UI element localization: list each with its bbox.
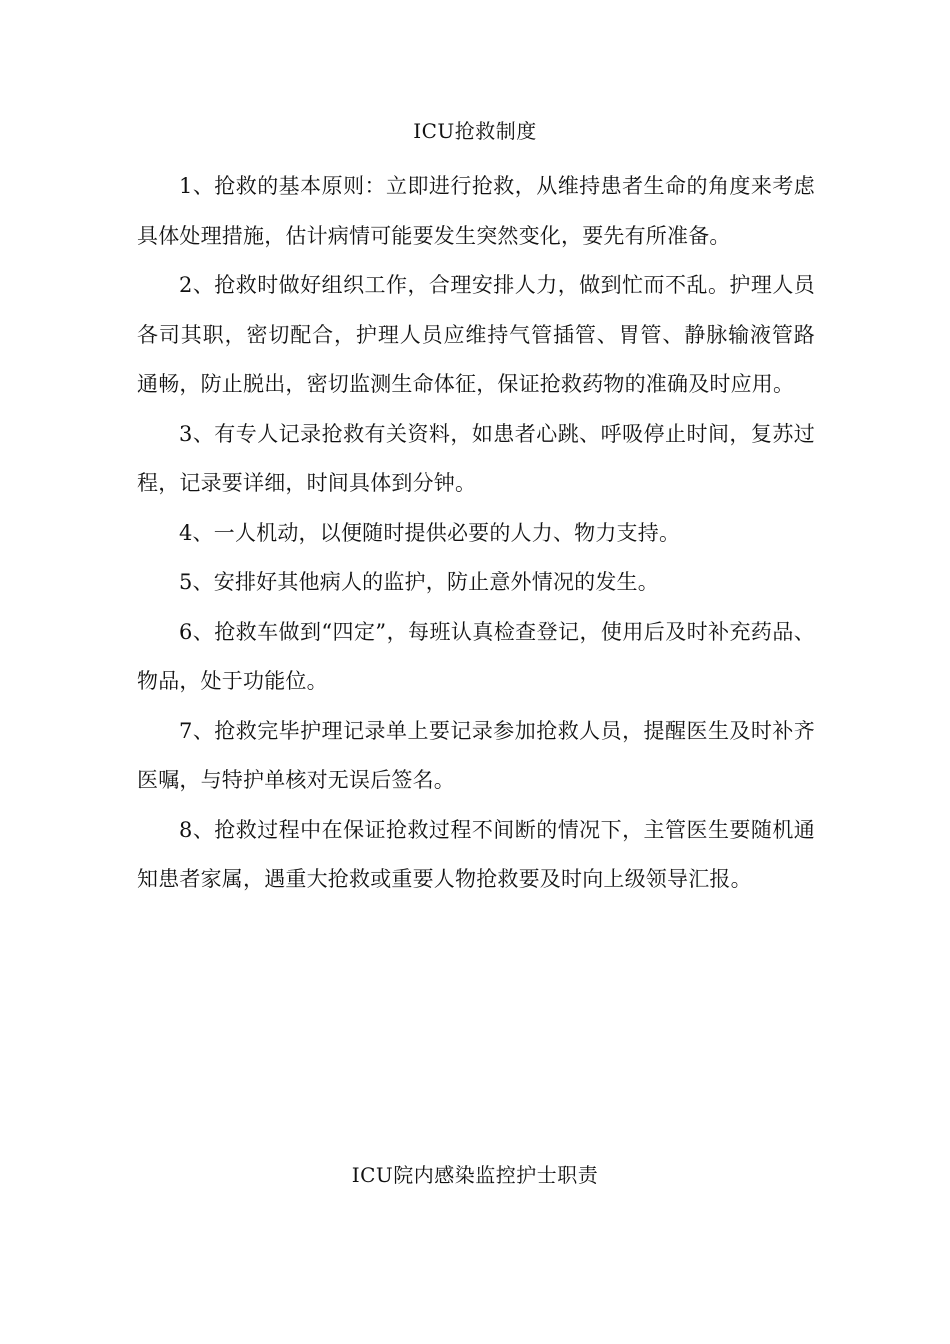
paragraph-6: 6、抢救车做到“四定”，每班认真检查登记，使用后及时补充药品、物品，处于功能位。: [137, 619, 815, 693]
paragraph-8: 8、抢救过程中在保证抢救过程不间断的情况下，主管医生要随机通知患者家属，遇重大抢救或重要人物抢救要及时向上级领导汇报。: [137, 817, 815, 891]
paragraph-7: 7、抢救完毕护理记录单上要记录参加抢救人员，提醒医生及时补齐医嘱，与特护单核对无误后签名。: [137, 718, 815, 792]
paragraph-5: 5、安排好其他病人的监护，防止意外情况的发生。: [179, 570, 659, 594]
paragraph-2: 2、抢救时做好组织工作，合理安排人力，做到忙而不乱。护理人员各司其职，密切配合，护理人员应维持气管插管、胃管、静脉输液管路通畅，防止脱出，密切监测生命体征，保证抢救药物的准确及时应用。: [137, 273, 815, 396]
document-body: [137, 162, 815, 905]
paragraph-4: 4、一人机动，以便随时提供必要的人力、物力支持。: [179, 520, 681, 545]
paragraph-3: 3、有专人记录抢救有关资料，如患者心跳、呼吸停止时间，复苏过程，记录要详细，时间具体到分钟。: [137, 421, 815, 495]
document-title: ICU抢救制度: [413, 119, 537, 143]
paragraph-1: 1、抢救的基本原则：立即进行抢救，从维持患者生命的角度来考虑具体处理措施，估计病情可能要发生突然变化，要先有所准备。: [137, 174, 815, 248]
section-title: ICU院内感染监控护士职责: [351, 1163, 599, 1187]
